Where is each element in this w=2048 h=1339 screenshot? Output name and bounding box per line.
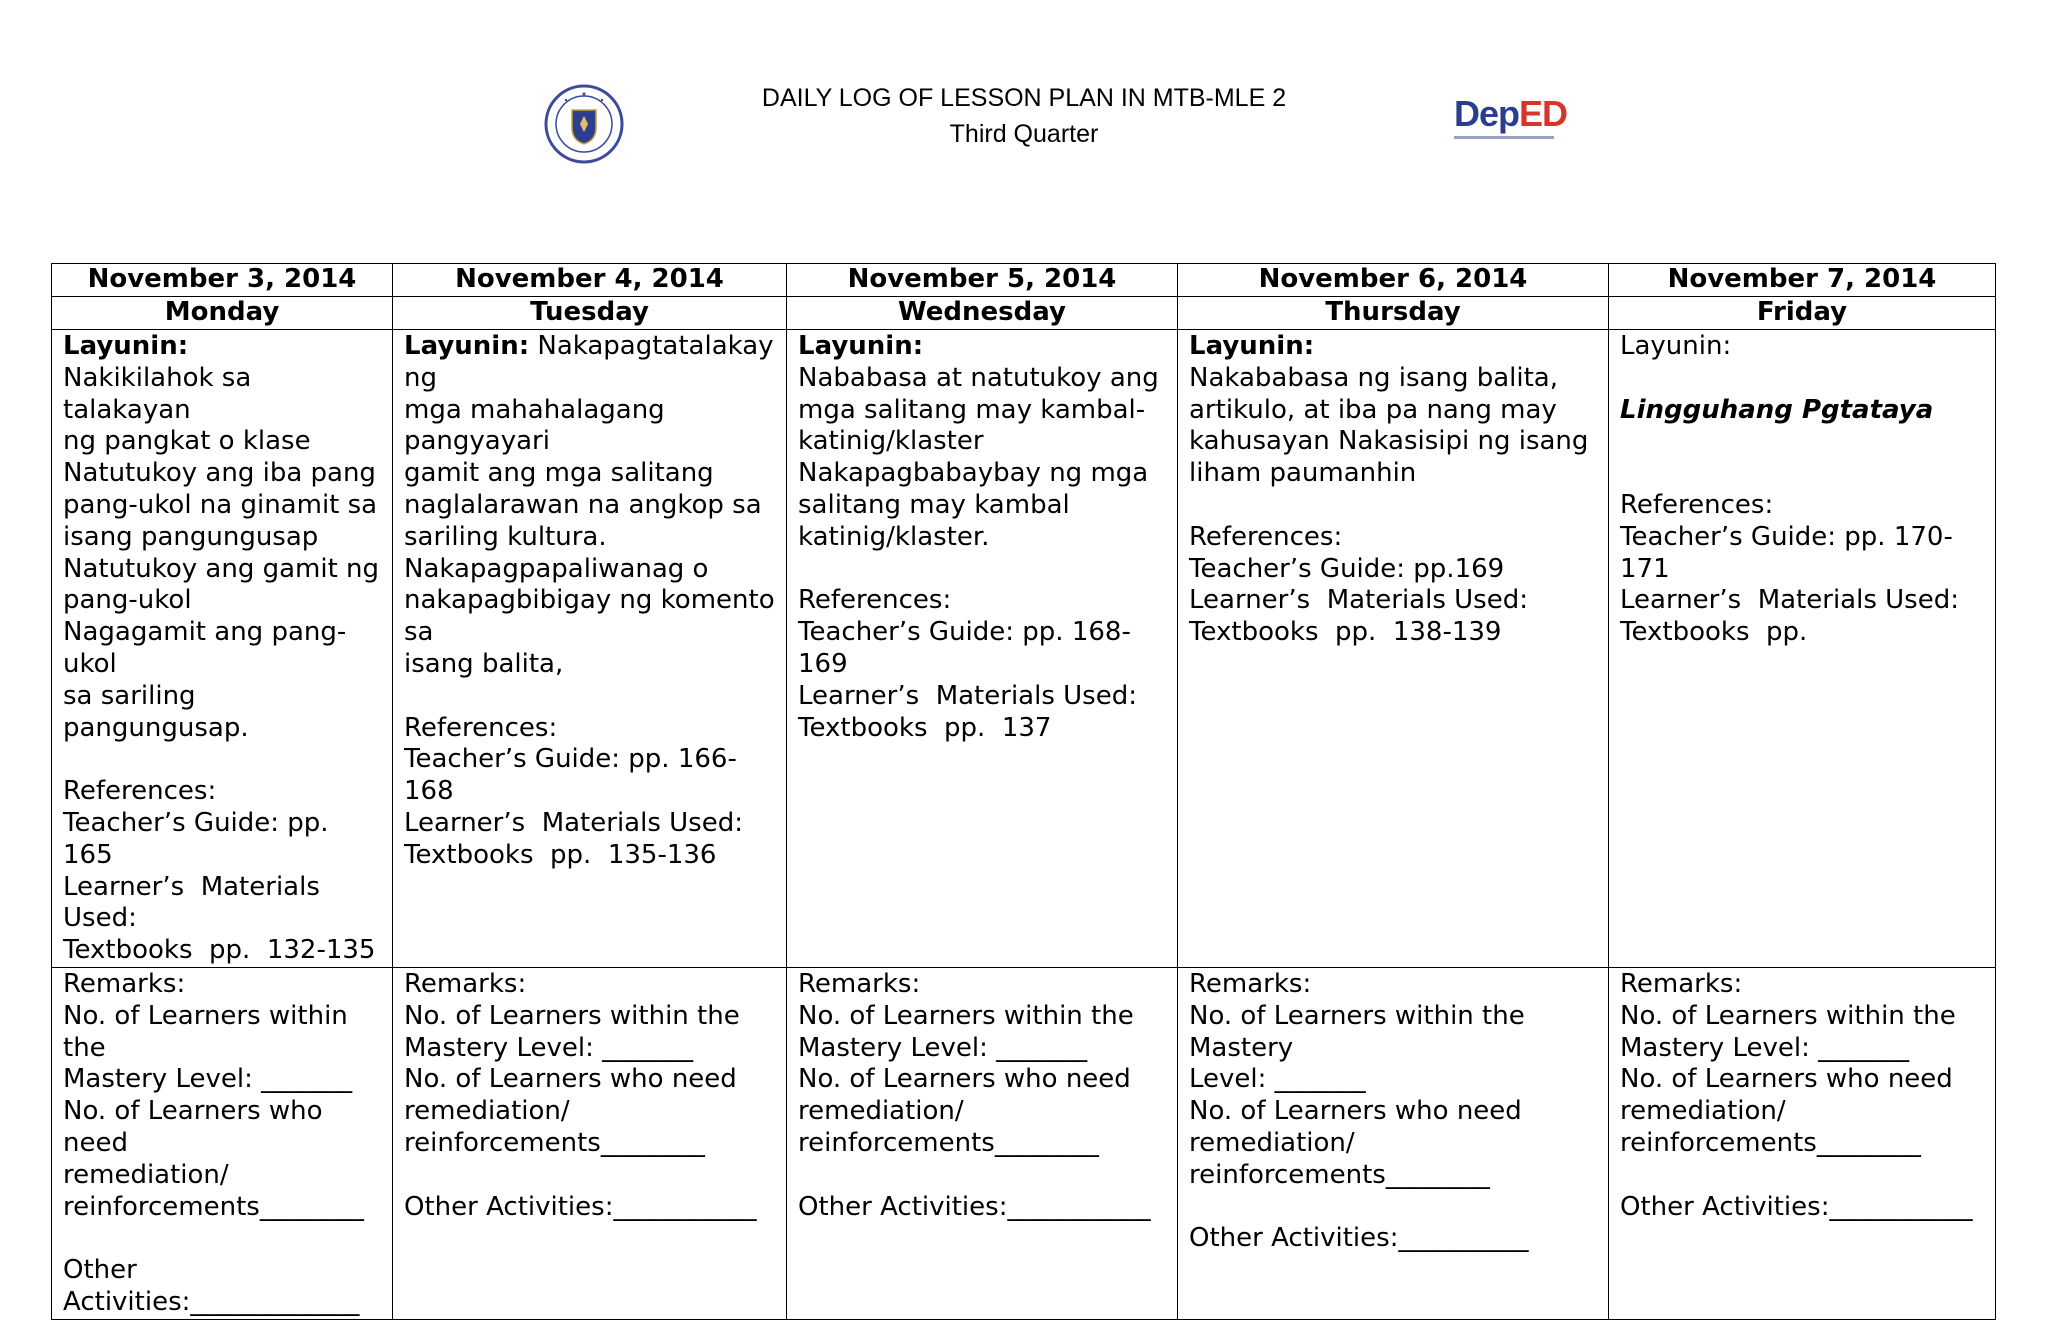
remarks-label: Remarks: xyxy=(1189,968,1312,999)
remarks-line: No. of Learners who need xyxy=(1620,1064,1953,1095)
references-label: References: xyxy=(1620,489,1774,520)
remarks-line: reinforcements________ xyxy=(798,1127,1099,1158)
remarks-line: remediation/ xyxy=(798,1096,964,1127)
objectives-label: Layunin: xyxy=(63,331,189,361)
remarks-line: Other Activities:__________ xyxy=(1189,1223,1529,1254)
spacer-line xyxy=(63,744,382,776)
objective-line: artikulo, at iba pa nang may xyxy=(1189,394,1557,425)
objective-line: ng pangkat o klase xyxy=(63,426,311,457)
remarks-label: Remarks: xyxy=(404,968,527,999)
remarks-line: No. of Learners within the xyxy=(798,1000,1134,1031)
remarks-row xyxy=(52,967,1996,1319)
spacer-line xyxy=(798,554,1167,586)
remarks-line: reinforcements________ xyxy=(404,1127,705,1158)
objective-line: naglalarawan na angkop sa xyxy=(404,489,762,520)
remarks-line: Other xyxy=(63,1255,137,1286)
deped-logo-part1: Dep xyxy=(1454,93,1520,134)
objectives-label: Layunin: xyxy=(1189,331,1315,361)
textbooks: Textbooks pp. xyxy=(1620,617,1808,648)
remarks-line: No. of Learners within the Mastery xyxy=(1189,1000,1533,1063)
remarks-line: No. of Learners within the xyxy=(1620,1000,1956,1031)
remarks-line xyxy=(1620,1160,1985,1192)
page-header xyxy=(0,0,2048,200)
remarks-line: remediation/ xyxy=(1620,1096,1786,1127)
references-label: References: xyxy=(63,776,217,807)
remarks-label: Remarks: xyxy=(63,968,186,999)
lesson-log-table xyxy=(51,263,1996,1320)
objectives-cell xyxy=(787,330,1178,968)
objective-line: Nakapagbabaybay ng mga xyxy=(798,458,1149,489)
objective-line: salitang may kambal xyxy=(798,489,1070,520)
references-label: References: xyxy=(404,712,558,743)
objective-line: Natutukoy ang iba pang xyxy=(63,458,376,489)
remarks-cell xyxy=(787,967,1178,1319)
objectives-cell xyxy=(1609,330,1996,968)
deped-logo-tagline xyxy=(1454,136,1554,139)
objective-line: nakapagbibigay ng komento sa xyxy=(404,585,783,648)
objectives-label-line xyxy=(63,331,382,363)
remarks-cell xyxy=(1609,967,1996,1319)
remarks-line: Mastery Level: _______ xyxy=(63,1064,353,1095)
date-cell: November 7, 2014 xyxy=(1609,264,1996,297)
objective-line: Nababasa at natutukoy ang xyxy=(798,362,1159,393)
spacer-line xyxy=(1189,490,1598,522)
remarks-line: remediation/ xyxy=(404,1096,570,1127)
objective-line: pang-ukol xyxy=(63,585,192,616)
objectives-label: Layunin: xyxy=(404,331,530,361)
remarks-line: Other Activities:___________ xyxy=(404,1191,757,1222)
objectives-label-line xyxy=(404,331,782,395)
deped-logo-part2: ED xyxy=(1519,93,1568,134)
objective-line: isang balita, xyxy=(404,648,564,679)
remarks-line xyxy=(404,1160,776,1192)
textbooks: Textbooks pp. 132-135 xyxy=(63,935,376,966)
day-cell: Thursday xyxy=(1178,297,1609,330)
remarks-label: Remarks: xyxy=(798,968,921,999)
learners-materials: Learner’s Materials Used: xyxy=(798,680,1137,711)
objective-line: katinig/klaster xyxy=(798,426,984,457)
remarks-line: No. of Learners who need xyxy=(798,1064,1131,1095)
teachers-guide: Teacher’s Guide: pp. 165 xyxy=(63,807,337,870)
spacer-line xyxy=(1620,458,1985,490)
objective-line: Nagagamit ang pang-ukol xyxy=(63,617,347,679)
remarks-label: Remarks: xyxy=(1620,968,1743,999)
remarks-line: Mastery Level: _______ xyxy=(404,1032,694,1063)
remarks-line: Activities:_____________ xyxy=(63,1286,360,1317)
day-cell: Tuesday xyxy=(393,297,787,330)
objectives-label: Layunin: xyxy=(798,331,924,361)
learners-materials: Learner’s Materials Used: xyxy=(63,871,329,934)
remarks-line: reinforcements________ xyxy=(1189,1159,1490,1190)
objectives-label-line xyxy=(798,331,1167,363)
objective-line: sariling kultura. xyxy=(404,521,607,552)
objective-line: Nakikilahok sa talakayan xyxy=(63,362,260,425)
document-subtitle: Third Quarter xyxy=(949,120,1099,148)
learners-materials: Learner’s Materials Used: xyxy=(1620,585,1959,616)
remarks-line: reinforcements________ xyxy=(1620,1127,1921,1158)
remarks-line: No. of Learners who need xyxy=(404,1064,737,1095)
day-cell: Friday xyxy=(1609,297,1996,330)
references-label: References: xyxy=(1189,521,1343,552)
objectives-cell xyxy=(1178,330,1609,968)
objectives-row xyxy=(52,330,1996,968)
day-row xyxy=(52,297,1996,330)
remarks-line: Mastery Level: _______ xyxy=(1620,1032,1910,1063)
objective-line: kahusayan Nakasisipi ng isang xyxy=(1189,426,1589,457)
learners-materials: Learner’s Materials Used: xyxy=(1189,585,1528,616)
date-cell: November 5, 2014 xyxy=(787,264,1178,297)
remarks-line: remediation/ xyxy=(63,1159,229,1190)
day-cell: Wednesday xyxy=(787,297,1178,330)
remarks-cell xyxy=(1178,967,1609,1319)
remarks-line: No. of Learners within the xyxy=(404,1000,740,1031)
remarks-cell xyxy=(52,967,393,1319)
teachers-guide: Teacher’s Guide: pp. 166-168 xyxy=(404,744,737,807)
document-title-block xyxy=(0,80,2048,152)
date-cell: November 4, 2014 xyxy=(393,264,787,297)
objectives-label: Layunin: xyxy=(1620,331,1732,361)
remarks-line xyxy=(1189,1192,1598,1224)
objectives-cell xyxy=(393,330,787,968)
day-cell: Monday xyxy=(52,297,393,330)
objective-line: gamit ang mga salitang xyxy=(404,458,714,489)
date-cell: November 3, 2014 xyxy=(52,264,393,297)
weekly-assessment-title: Lingguhang Pgtataya xyxy=(1620,394,1934,425)
objective-line: mga mahahalagang pangyayari xyxy=(404,394,673,457)
remarks-line: No. of Learners who need xyxy=(63,1096,331,1158)
document-title: DAILY LOG OF LESSON PLAN IN MTB-MLE 2 xyxy=(761,84,1287,112)
objectives-label-line xyxy=(1620,331,1985,363)
learners-materials: Learner’s Materials Used: xyxy=(404,807,743,838)
objective-line: isang pangungusap xyxy=(63,521,319,552)
deped-logo xyxy=(1454,93,1568,140)
remarks-line: No. of Learners within the xyxy=(63,1000,357,1063)
objective-line xyxy=(1620,363,1985,395)
objectives-inline-text: Nakapagtatalakay ng xyxy=(404,331,782,393)
references-label: References: xyxy=(798,585,952,616)
objective-line: pang-ukol na ginamit sa xyxy=(63,489,378,520)
objective-line: liham paumanhin xyxy=(1189,458,1417,489)
remarks-line: remediation/ xyxy=(1189,1127,1355,1158)
objective-line: mga salitang may kambal- xyxy=(798,394,1146,425)
teachers-guide: Teacher’s Guide: pp. 168-169 xyxy=(798,617,1131,679)
remarks-line: Level: _______ xyxy=(1189,1064,1366,1095)
remarks-line: Other Activities:___________ xyxy=(1620,1191,1973,1222)
textbooks: Textbooks pp. 135-136 xyxy=(404,839,717,870)
date-row xyxy=(52,264,1996,297)
teachers-guide: Teacher’s Guide: pp.169 xyxy=(1189,553,1505,584)
objectives-cell xyxy=(52,330,393,968)
objective-line: Natutukoy ang gamit ng xyxy=(63,553,380,584)
objective-line: sa sariling pangungusap. xyxy=(63,680,249,743)
textbooks: Textbooks pp. 137 xyxy=(798,712,1052,743)
textbooks: Textbooks pp. 138-139 xyxy=(1189,617,1502,648)
objective-line: Nakababasa ng isang balita, xyxy=(1189,362,1559,393)
remarks-line xyxy=(798,1160,1167,1192)
remarks-cell xyxy=(393,967,787,1319)
remarks-line: reinforcements________ xyxy=(63,1191,364,1222)
objective-line xyxy=(1620,426,1985,458)
objective-line: katinig/klaster. xyxy=(798,521,990,552)
remarks-line: Other Activities:___________ xyxy=(798,1191,1151,1222)
date-cell: November 6, 2014 xyxy=(1178,264,1609,297)
objectives-label-line xyxy=(1189,331,1598,363)
teachers-guide: Teacher’s Guide: pp. 170-171 xyxy=(1620,521,1953,584)
remarks-line: Mastery Level: _______ xyxy=(798,1032,1088,1063)
objective-line: Nakapagpapaliwanag o xyxy=(404,553,709,584)
spacer-line xyxy=(404,681,776,713)
remarks-line: No. of Learners who need xyxy=(1189,1096,1522,1127)
remarks-line xyxy=(63,1223,382,1255)
